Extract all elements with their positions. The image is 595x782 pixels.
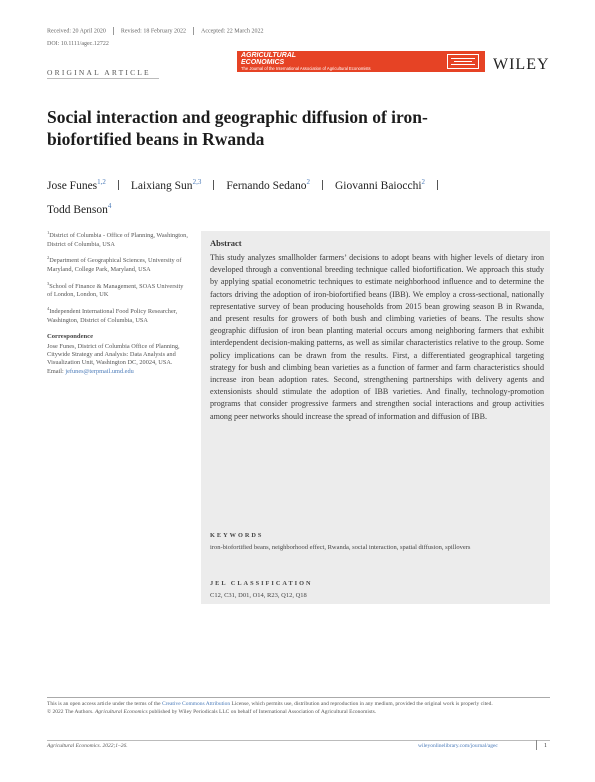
- received-date: Received: 20 April 2020: [47, 28, 106, 35]
- date-separator: [113, 27, 114, 35]
- journal-name-line2: ECONOMICS: [241, 59, 285, 66]
- revised-date: Revised: 18 February 2022: [120, 28, 186, 35]
- iaae-emblem-icon: [447, 54, 479, 69]
- page-separator: [536, 740, 537, 750]
- email-label: Email:: [47, 367, 64, 375]
- article-type: ORIGINAL ARTICLE: [47, 68, 151, 77]
- author[interactable]: Laixiang Sun$^{2,3}$: [130, 178, 202, 192]
- keywords-text: iron-biofortified beans, neighborhood effect, Rwanda, social interaction, spatial diffusion, spillovers: [210, 544, 471, 551]
- author[interactable]: Todd Benson$^4$: [47, 201, 112, 216]
- keywords-heading: KEYWORDS: [210, 532, 264, 539]
- license-note: This is an open access article under the terms of the Creative Commons Attribution License, which permits use, distribution and reproduction in any medium, provided the original work is properly cited. © 2022 The Authors. Agricultural Economics published by Wiley Periodicals LLC on behalf of International Association of Agricultural Economists.: [47, 701, 493, 715]
- license-link[interactable]: Creative Commons Attribution: [162, 701, 231, 707]
- journal-name: [241, 52, 296, 66]
- author-separator: [437, 180, 438, 190]
- affiliation: $^1$District of Columbia - Office of Planning, Washington, District of Columbia, USA: [47, 230, 188, 248]
- affiliation: $^2$Department of Geographical Sciences, University of Maryland, College Park, Maryland, USA: [47, 255, 182, 273]
- journal-banner[interactable]: [237, 51, 485, 72]
- article-dates: [47, 27, 263, 35]
- article-title: Social interaction and geographic diffusion of iron-biofortified beans in Rwanda: [47, 107, 428, 149]
- author-separator: [322, 180, 323, 190]
- author-separator: [118, 180, 119, 190]
- author[interactable]: Fernando Sedano$^2$: [226, 178, 310, 192]
- author[interactable]: Jose Funes$^{1,2}$: [47, 178, 106, 192]
- abstract-text: This study analyzes smallholder farmers’ decisions to adopt beans with higher levels of dietary iron developed through a conventional breeding technique called biofortification. We approach this study by applying spatial econometric techniques to estimate neighborhood influence and to determine the factors driving the adoption of iron-biofortified beans (IBB). We employ a cross-sectional, nationally representative survey of bean producing households from 2015 bean growing season B in Rwanda, and present results for growers of both bush and climbing varieties of beans. The results show geographic diffusion of iron bean planting material occurs among neighboring farmers that exhibit interdependent decision-making patterns, as well as similar characteristics relative to the group. Some policy implications can be drawn from the results. First, a differentiated geographical targeting strategy for bush and climbing bean varieties as a function of farmer and farm characteristics should increase iron bean adoption rates. Second, strengthening partnerships with delivery agents and extensionists should stimulate the adoption of IBB varieties. And finally, technology-promotion programs that consider progressive farmers and strengthen social interactions and group activities among peer networks should increase the spread of information and diffusion of IBB.: [210, 253, 544, 421]
- accepted-date: Accepted: 22 March 2022: [200, 28, 264, 35]
- copyright-note: © 2022 The Authors. Agricultural Economics published by Wiley Periodicals LLC on behalf of International Association of Agricultural Economists.: [47, 708, 377, 715]
- journal-citation: Agricultural Economics. 2022;1–26.: [47, 743, 128, 749]
- jel-codes: C12, C31, D01, O14, R23, Q12, Q18: [210, 592, 307, 599]
- date-separator: [193, 27, 194, 35]
- correspondence-heading: Correspondence: [47, 333, 94, 341]
- journal-url-link[interactable]: wileyonlinelibrary.com/journal/agec: [418, 743, 498, 749]
- affiliation: $^3$School of Finance & Management, SOAS University of London, London, UK: [47, 280, 184, 299]
- abstract-heading: Abstract: [210, 238, 242, 248]
- publisher-logo[interactable]: WILEY: [493, 56, 550, 73]
- affiliation: $^4$Independent International Food Policy Researcher, Washington, District of Columbia, USA: [47, 306, 178, 324]
- journal-name-line1: AGRICULTURAL: [241, 52, 297, 59]
- footer-bottom-rule: [47, 740, 550, 741]
- doi[interactable]: DOI: 10.1111/agec.12722: [47, 41, 109, 47]
- footer-rule: [47, 697, 550, 698]
- author[interactable]: Giovanni Baiocchi$^2$: [334, 178, 426, 192]
- affiliations-column: [47, 229, 190, 376]
- journal-subtitle: The Journal of the International Association of Agricultural Economists: [241, 66, 371, 71]
- correspondence-text: Jose Funes, District of Columbia Office of Planning, Citywide Strategy and Analysis: Data Analysis and Visualization Unit, Washington DC, 20024, USA. Email: jefunes@terpmail.umd.edu: [47, 342, 180, 375]
- author-separator: [213, 180, 214, 190]
- author-list: [47, 172, 567, 220]
- article-type-underline: [47, 78, 159, 79]
- page-number: 1: [544, 743, 547, 749]
- email-link[interactable]: jefunes@terpmail.umd.edu: [65, 367, 134, 375]
- jel-heading: JEL CLASSIFICATION: [210, 580, 313, 587]
